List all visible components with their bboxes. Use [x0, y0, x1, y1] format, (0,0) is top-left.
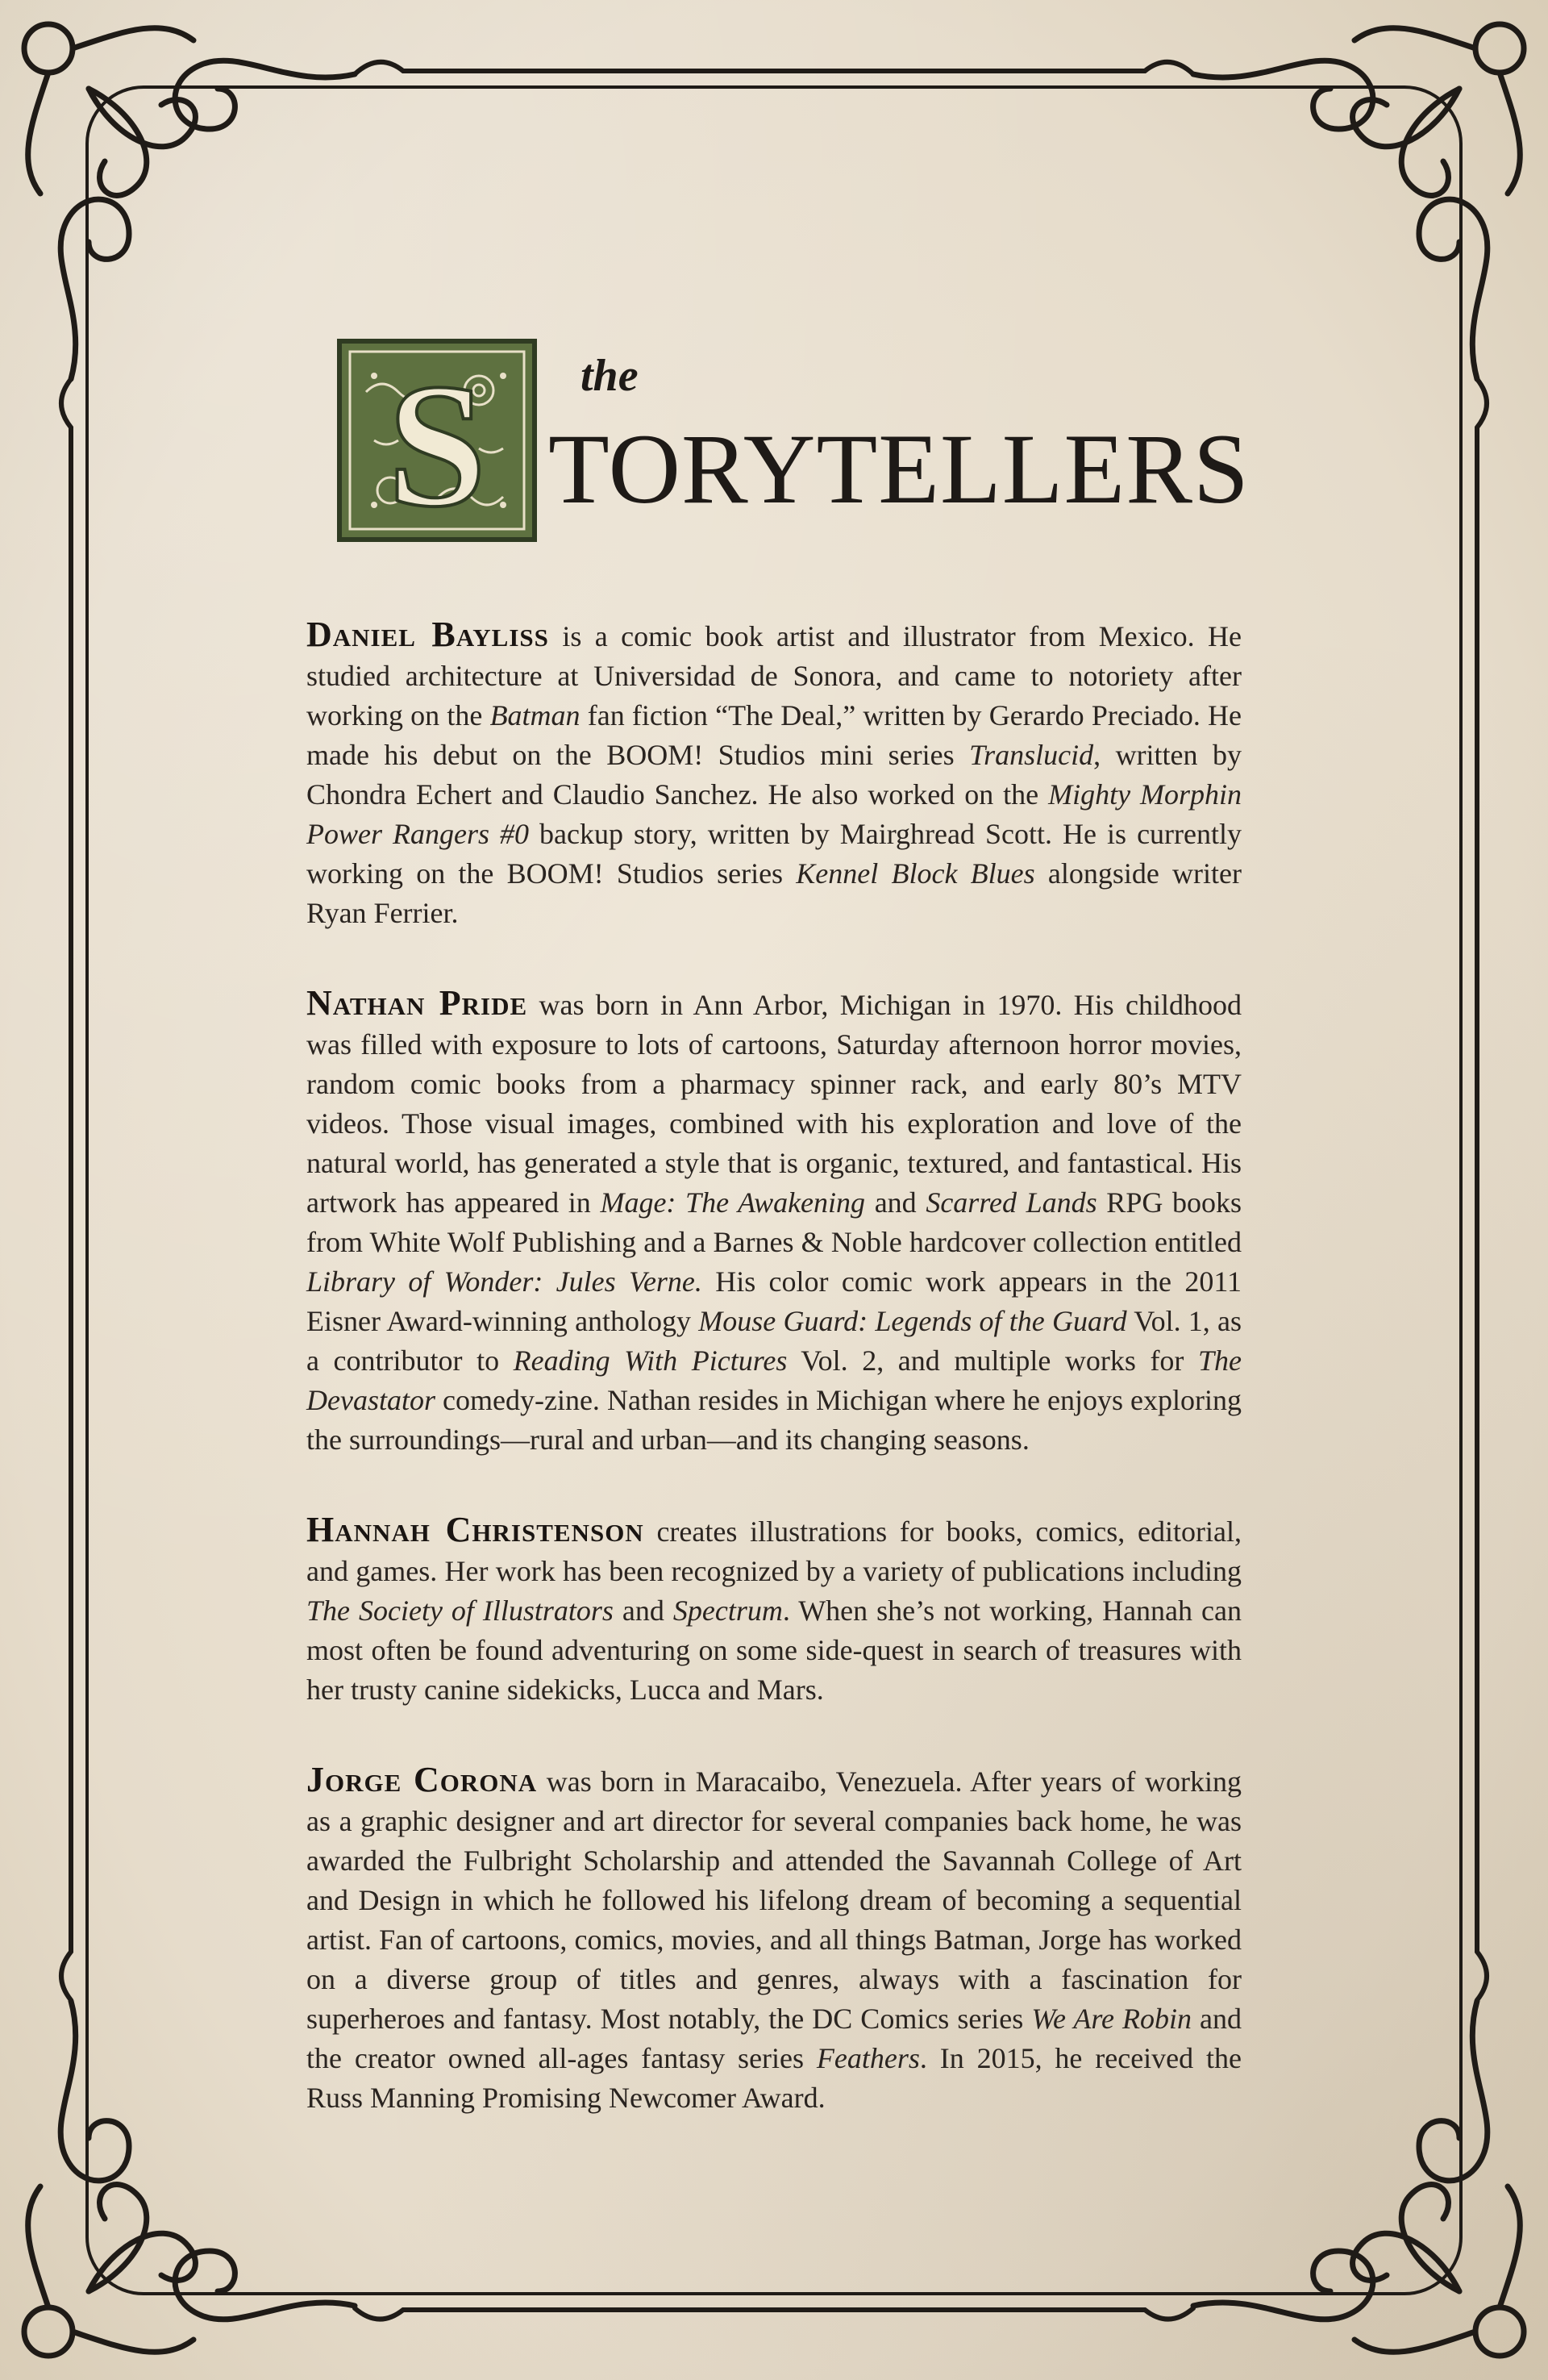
bio-name: Hannah Christenson	[306, 1510, 644, 1549]
page-title: TORYTELLERS	[548, 414, 1250, 524]
dropcap-letter: S	[387, 347, 487, 537]
bio-name: Jorge Corona	[306, 1760, 538, 1799]
corner-flourish-bottom-left	[24, 2001, 355, 2356]
corner-flourish-top-left	[24, 24, 355, 379]
bio-name: Nathan Pride	[306, 983, 528, 1023]
page-header	[337, 339, 1250, 548]
bio-paragraph: Daniel Bayliss is a comic book artist and illustrator from Mexico. He studied architecture at Universidad de Sonora, and came to notoriety after working on the Batman fan fiction “The Deal,” written by Gerardo Preciado. He made his debut on the BOOM! Studios mini series Translucid, written by Chondra Echert and Claudio Sanchez. He also worked on the Mighty Morphin Power Rangers #0 backup story, written by Mairghread Scott. He is currently working on the BOOM! Studios series Kennel Block Blues alongside writer Ryan Ferrier.	[306, 615, 1242, 929]
bio-paragraph: Nathan Pride was born in Ann Arbor, Michigan in 1970. His childhood was filled with exposure to lots of cartoons, Saturday afternoon horror movies, random comic books from a pharmacy spinner rack, and early 80’s MTV videos. Those visual images, combined with his exploration and love of the natural world, has generated a style that is organic, textured, and fantastical. His artwork has appeared in Mage: The Awakening and Scarred Lands RPG books from White Wolf Publishing and a Barnes & Noble hardcover collection entitled Library of Wonder: Jules Verne. His color comic work appears in the 2011 Eisner Award-winning anthology Mouse Guard: Legends of the Guard Vol. 1, as a contributor to Reading With Pictures Vol. 2, and multiple works for The Devastator comedy-zine. Nathan resides in Michigan where he enjoys exploring the surroundings—rural and urban—and its changing seasons.	[306, 983, 1242, 1456]
illuminated-dropcap	[337, 339, 537, 542]
bio-name: Daniel Bayliss	[306, 615, 549, 654]
bios-section	[306, 615, 1242, 2168]
title-the: the	[580, 351, 639, 401]
bio-paragraph: Hannah Christenson creates illustrations for books, comics, editorial, and games. Her work has been recognized by a variety of publications including The Society of Illustrators and Spectrum. When she’s not working, Hannah can most often be found adventuring on some side-quest in search of treasures with her trusty canine sidekicks, Lucca and Mars.	[306, 1510, 1242, 1706]
bio-paragraph: Jorge Corona was born in Maracaibo, Venezuela. After years of working as a graphic designer and art director for several companies back home, he was awarded the Fulbright Scholarship and attended the Savannah College of Art and Design in which he followed his lifelong dream of becoming a sequential artist. Fan of cartoons, comics, movies, and all things Batman, Jorge has worked on a diverse group of titles and genres, always with a fascination for superheroes and fantasy. Most notably, the DC Comics series We Are Robin and the creator owned all-ages fantasy series Feathers. In 2015, he received the Russ Manning Promising Newcomer Award.	[306, 1760, 1242, 2114]
corner-flourish-top-right	[1193, 24, 1524, 379]
corner-flourish-bottom-right	[1193, 2001, 1524, 2356]
